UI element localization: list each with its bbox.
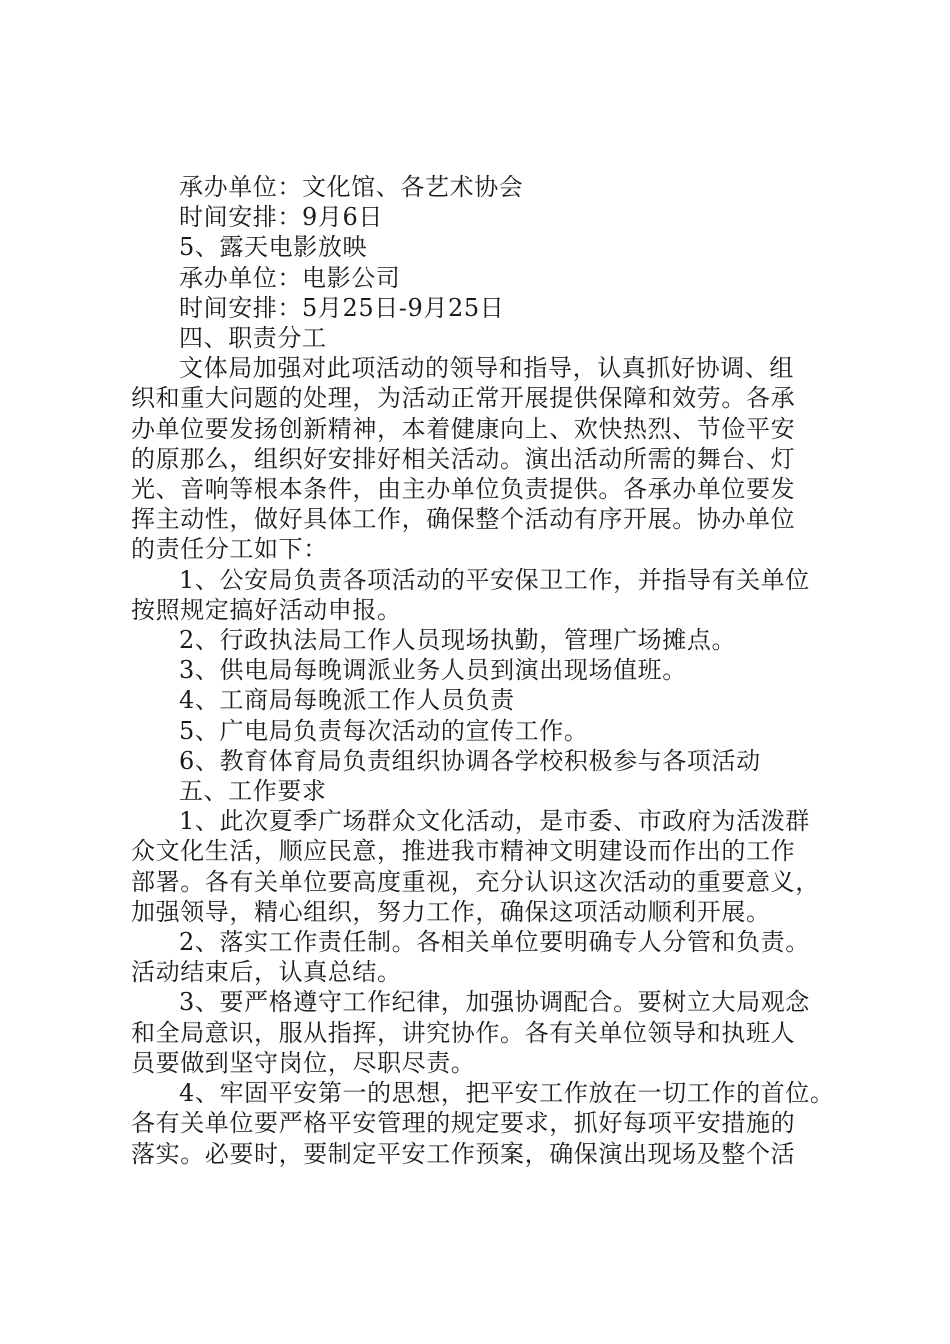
section-heading: 四、职责分工 <box>179 324 327 353</box>
organizer-line: 承办单位：电影公司 <box>179 263 401 292</box>
text-line: 1、公安局负责各项活动的平安保卫工作，并指导有关单位 <box>179 565 810 594</box>
text-line: 落实。必要时，要制定平安工作预案，确保演出现场及整个活 <box>131 1139 796 1168</box>
paragraph-duty-6: 6、教育体育局负责组织协调各学校积极参与各项活动 <box>179 746 761 775</box>
paragraph-requirement-2 <box>131 927 851 987</box>
text-line: 和全局意识，服从指挥，讲究协作。各有关单位领导和执班人 <box>131 1018 796 1047</box>
text-line: 按照规定搞好活动申报。 <box>131 595 402 624</box>
text-line: 办单位要发扬创新精神，本着健康向上、欢快热烈、节俭平安 <box>131 414 796 443</box>
text-line: 众文化生活，顺应民意，推进我市精神文明建设而作出的工作 <box>131 837 796 866</box>
text-line: 活动结束后，认真总结。 <box>131 958 402 987</box>
text-line: 文体局加强对此项活动的领导和指导，认真抓好协调、组 <box>179 354 794 383</box>
text-line: 4、牢固平安第一的思想，把平安工作放在一切工作的首位。 <box>179 1079 835 1108</box>
item-heading: 5、露天电影放映 <box>179 233 368 262</box>
text-line: 加强领导，精心组织，努力工作，确保这项活动顺利开展。 <box>131 897 771 926</box>
organizer-line: 承办单位：文化馆、各艺术协会 <box>179 173 524 201</box>
paragraph-duties-intro <box>131 353 851 564</box>
text-line: 1、此次夏季广场群众文化活动，是市委、市政府为活泼群 <box>179 807 810 836</box>
text-line: 的责任分工如下： <box>131 535 328 564</box>
paragraph-requirement-1 <box>131 806 851 927</box>
text-line: 的原那么，组织好安排好相关活动。演出活动所需的舞台、灯 <box>131 444 796 473</box>
paragraph-requirement-3 <box>131 987 851 1078</box>
paragraph-requirement-4 <box>131 1078 851 1169</box>
paragraph-duty-5: 5、广电局负责每次活动的宣传工作。 <box>179 716 589 745</box>
schedule-line: 时间安排：5月25日-9月25日 <box>179 293 505 322</box>
document-body <box>131 172 851 1169</box>
text-line: 挥主动性，做好具体工作，确保整个活动有序开展。协办单位 <box>131 505 796 534</box>
text-line: 部署。各有关单位要高度重视，充分认识这次活动的重要意义， <box>131 867 820 896</box>
text-line: 2、落实工作责任制。各相关单位要明确专人分管和负责。 <box>179 928 810 957</box>
section-heading: 五、工作要求 <box>179 777 327 806</box>
text-line: 光、音响等根本条件，由主办单位负责提供。各承办单位要发 <box>131 475 796 504</box>
text-line: 各有关单位要严格平安管理的规定要求，抓好每项平安措施的 <box>131 1109 796 1138</box>
text-line: 3、要严格遵守工作纪律，加强协调配合。要树立大局观念 <box>179 988 810 1017</box>
paragraph-duty-1 <box>131 565 851 625</box>
paragraph-duty-4: 4、工商局每晚派工作人员负责 <box>179 686 515 715</box>
text-line: 织和重大问题的处理，为活动正常开展提供保障和效劳。各承 <box>131 384 796 413</box>
paragraph-duty-2: 2、行政执法局工作人员现场执勤，管理广场摊点。 <box>179 626 737 655</box>
schedule-line: 时间安排：9月6日 <box>179 203 383 232</box>
text-line: 员要做到坚守岗位，尽职尽责。 <box>131 1048 476 1077</box>
paragraph-duty-3: 3、供电局每晚调派业务人员到演出现场值班。 <box>179 656 687 685</box>
